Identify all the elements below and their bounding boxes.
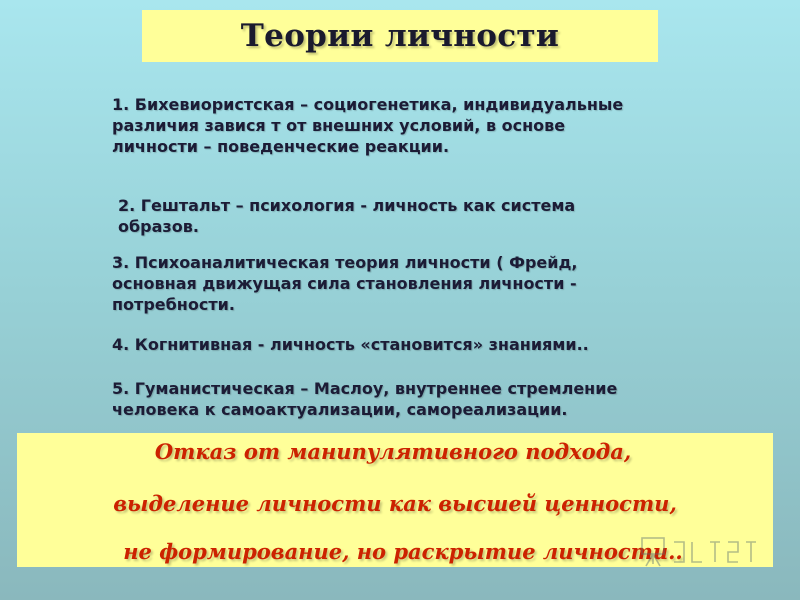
theory-item-psychoanalytic: 3. Психоаналитическая теория личности ( Фрейд, основная движущая сила становления личности - потребности. <box>112 253 578 314</box>
slide-title: Теории личности <box>240 18 560 54</box>
theory-item-behaviorist: 1. Бихевиористская – социогенетика, индивидуальные различия завися т от внешних условий, в основе личности – поведенческие реакции. <box>112 95 624 156</box>
theory-item-humanistic: 5. Гуманистическая – Маслоу, внутреннее стремление человека к самоактуализации, самореализации. <box>112 379 618 419</box>
slideshow-watermark-icon <box>640 536 762 570</box>
conclusion-line-1: Отказ от манипулятивного подхода, <box>154 439 632 464</box>
theory-item-gestalt: 2. Гештальт – психология - личность как система образов. <box>118 196 576 236</box>
title-box <box>142 10 658 62</box>
theory-item-cognitive: 4. Когнитивная - личность «становится» знаниями.. <box>112 335 589 354</box>
conclusion-line-3: не формирование, но раскрытие личности.. <box>123 539 683 564</box>
conclusion-line-2: выделение личности как высшей ценности, <box>113 491 677 516</box>
